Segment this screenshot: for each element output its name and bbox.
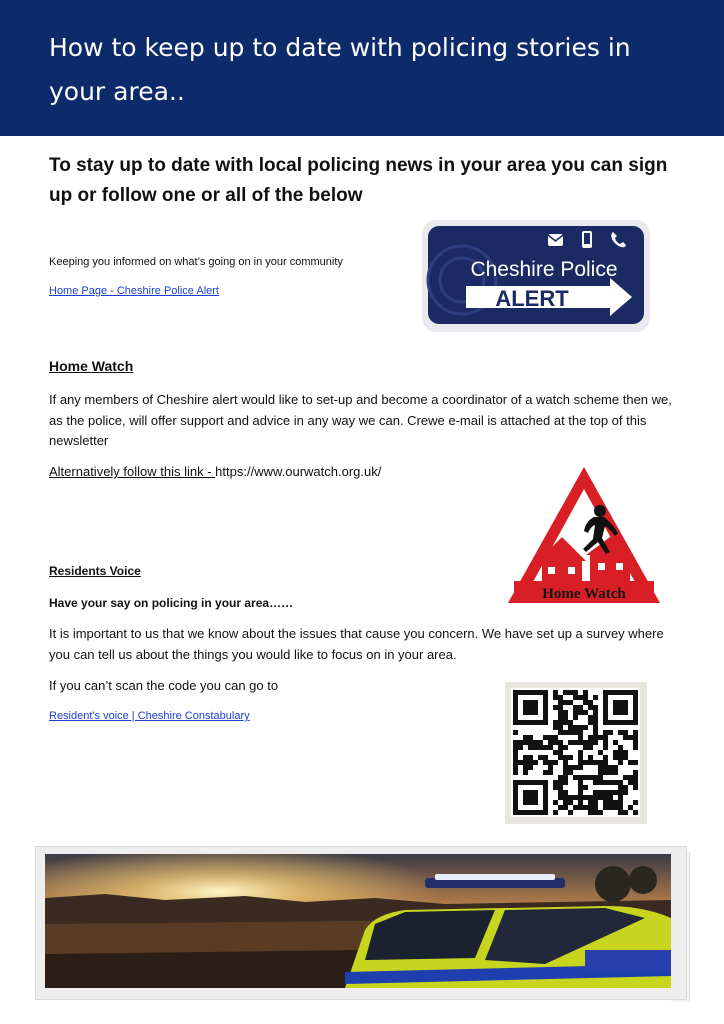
qr-module [613,805,618,810]
qr-module [588,810,593,815]
qr-module [593,810,598,815]
qr-module [618,810,623,815]
qr-module [618,785,623,790]
qr-module [573,775,578,780]
qr-module [543,755,548,760]
qr-module [623,775,628,780]
qr-module [603,795,608,800]
qr-module [588,795,593,800]
qr-module [543,770,548,775]
qr-module [603,755,608,760]
qr-module [583,795,588,800]
qr-module [558,785,563,790]
home-watch-body: If any members of Cheshire alert would like to set-up and become a coordinator of a watch scheme then we, as the police, will offer support and advice in any way we can. Crewe e-mail is attached at the top of this newsletter [49,392,672,448]
qr-module [618,780,623,785]
qr-module [563,690,568,695]
qr-module [573,740,578,745]
qr-module [513,745,518,750]
qr-module [593,725,598,730]
qr-module [538,745,543,750]
qr-module [558,715,563,720]
qr-module [608,770,613,775]
qr-module [553,720,558,725]
qr-module [563,795,568,800]
qr-module [623,790,628,795]
qr-module [533,760,538,765]
qr-module [558,755,563,760]
qr-module [633,760,638,765]
qr-module [558,705,563,710]
qr-module [518,760,523,765]
qr-module [548,770,553,775]
qr-module [528,760,533,765]
qr-module [593,735,598,740]
qr-module [568,690,573,695]
qr-module [558,780,563,785]
qr-module [543,745,548,750]
home-watch-logo-text: Home Watch [542,586,626,602]
qr-module [583,695,588,700]
qr-module [618,800,623,805]
qr-module [583,785,588,790]
qr-module [528,735,533,740]
qr-module [593,800,598,805]
residents-voice-link[interactable]: Resident's voice | Cheshire Constabulary [49,710,250,722]
qr-module [598,810,603,815]
qr-module [583,740,588,745]
qr-module [573,765,578,770]
qr-module [548,740,553,745]
qr-module [563,755,568,760]
qr-module [628,805,633,810]
qr-module [563,770,568,775]
qr-module [558,775,563,780]
qr-module [558,795,563,800]
qr-module [603,740,608,745]
qr-module [598,760,603,765]
qr-module [578,780,583,785]
qr-module [583,775,588,780]
qr-module [613,765,618,770]
qr-module [563,710,568,715]
qr-module [558,710,563,715]
follow-link-label: Alternatively follow this link - [49,464,216,479]
qr-module [513,730,518,735]
qr-module [558,695,563,700]
qr-module [568,755,573,760]
qr-module [593,720,598,725]
qr-module [513,760,518,765]
qr-module [523,755,528,760]
cheshire-alert-link[interactable]: Home Page - Cheshire Police Alert [49,285,219,297]
qr-module [633,800,638,805]
qr-module [608,805,613,810]
qr-module [568,730,573,735]
qr-module [598,775,603,780]
qr-module [578,750,583,755]
scan-instruction: If you can’t scan the code you can go to [49,678,279,693]
qr-module [558,740,563,745]
qr-module [603,790,608,795]
alert-logo-line1: Cheshire Police [470,258,618,281]
residents-voice-heading: Residents Voice [49,564,141,578]
qr-module [528,740,533,745]
qr-module [538,740,543,745]
qr-module [513,765,518,770]
qr-module [593,740,598,745]
mobile-phone-icon [582,231,592,248]
qr-module [603,730,608,735]
qr-module [518,745,523,750]
qr-module [603,770,608,775]
qr-module [623,810,628,815]
qr-module [578,795,583,800]
email-icon [548,234,563,246]
qr-module [598,750,603,755]
qr-module [568,720,573,725]
qr-module [573,795,578,800]
qr-module [583,760,588,765]
qr-module [628,775,633,780]
qr-module [568,765,573,770]
qr-module [633,775,638,780]
qr-module [628,760,633,765]
qr-module [588,740,593,745]
qr-module [603,745,608,750]
qr-module [583,690,588,695]
qr-module [553,735,558,740]
qr-module [608,790,613,795]
qr-module [593,730,598,735]
qr-module [598,780,603,785]
qr-module [618,750,623,755]
qr-module [623,730,628,735]
qr-module [608,730,613,735]
qr-module [578,790,583,795]
qr-module [578,735,583,740]
qr-module [578,730,583,735]
header-banner [0,0,724,136]
qr-module [563,805,568,810]
qr-module [548,745,553,750]
qr-module [558,700,563,705]
qr-module [593,790,598,795]
qr-module [553,800,558,805]
qr-module [573,695,578,700]
qr-module [633,810,638,815]
qr-module [588,735,593,740]
qr-module [613,780,618,785]
qr-module [583,745,588,750]
qr-module [608,780,613,785]
home-watch-heading: Home Watch [49,358,134,374]
qr-module [588,760,593,765]
qr-module [588,715,593,720]
qr-module [578,755,583,760]
residents-voice-body: It is important to us that we know about the issues that cause you concern. We have set up a survey where you can tell us about the things you would like to focus on in your area. [49,626,664,662]
qr-module [548,765,553,770]
qr-module [623,755,628,760]
qr-module [618,755,623,760]
qr-module [578,760,583,765]
qr-module [618,730,623,735]
qr-module [528,765,533,770]
qr-module [558,725,563,730]
qr-module [598,795,603,800]
page-title: How to keep up to date with policing stories in your area.. [49,33,631,106]
qr-module [613,740,618,745]
qr-module [573,730,578,735]
qr-module [563,745,568,750]
qr-module [558,720,563,725]
qr-module [588,745,593,750]
qr-module [633,780,638,785]
qr-module [613,750,618,755]
qr-module [523,765,528,770]
qr-module [563,760,568,765]
qr-module [533,745,538,750]
alert-logo-line2: ALERT [495,286,569,311]
qr-code[interactable] [505,682,647,824]
qr-module [553,740,558,745]
qr-module [553,750,558,755]
qr-module [583,805,588,810]
qr-module [588,705,593,710]
qr-module [603,765,608,770]
qr-module [513,750,518,755]
qr-module [598,735,603,740]
qr-module [573,690,578,695]
qr-module [588,755,593,760]
qr-module [578,805,583,810]
qr-module [583,725,588,730]
qr-module [603,800,608,805]
qr-module [598,765,603,770]
home-watch-logo [504,463,664,608]
qr-module [553,810,558,815]
qr-module [578,710,583,715]
qr-module [568,800,573,805]
qr-module [608,765,613,770]
qr-module [618,795,623,800]
qr-module [593,715,598,720]
qr-module [528,755,533,760]
qr-module [513,755,518,760]
qr-module [633,745,638,750]
qr-module [568,770,573,775]
qr-module [623,735,628,740]
qr-module [558,790,563,795]
qr-module [543,760,548,765]
qr-module [583,710,588,715]
qr-module [578,785,583,790]
qr-module [593,795,598,800]
intro-heading: To stay up to date with local policing news in your area you can sign up or follow one or all of the below [49,155,668,206]
qr-module [583,700,588,705]
qr-module [588,720,593,725]
qr-module [573,705,578,710]
qr-module [523,760,528,765]
qr-module [553,760,558,765]
qr-module [613,790,618,795]
qr-module [623,785,628,790]
qr-module [533,740,538,745]
qr-module [633,730,638,735]
qr-module [618,790,623,795]
qr-module [593,805,598,810]
qr-module [548,760,553,765]
qr-module [523,740,528,745]
qr-module [603,780,608,785]
qr-module [628,780,633,785]
qr-module [518,740,523,745]
qr-module [633,735,638,740]
qr-module [578,775,583,780]
qr-module [563,715,568,720]
qr-module [578,740,583,745]
qr-module [538,755,543,760]
qr-module [593,780,598,785]
qr-module [558,745,563,750]
qr-module [523,735,528,740]
qr-module [563,775,568,780]
qr-module [618,760,623,765]
qr-module [633,770,638,775]
qr-module [553,705,558,710]
qr-module [563,720,568,725]
qr-module [603,760,608,765]
qr-module [608,795,613,800]
qr-module [563,730,568,735]
qr-module [618,805,623,810]
qr-module [553,785,558,790]
ourwatch-url[interactable]: https://www.ourwatch.org.uk/ [215,464,382,479]
alert-description: Keeping you informed on what’s going on in your community [49,256,343,268]
qr-module [578,800,583,805]
qr-module [553,780,558,785]
qr-module [613,770,618,775]
qr-module [613,755,618,760]
qr-module [603,805,608,810]
qr-module [623,750,628,755]
qr-module [558,805,563,810]
qr-module [563,780,568,785]
qr-module [573,725,578,730]
qr-module [633,785,638,790]
qr-module [523,770,528,775]
qr-module [563,800,568,805]
qr-module [613,800,618,805]
cheshire-police-alert-logo[interactable] [422,220,650,332]
qr-module [618,745,623,750]
qr-module [563,790,568,795]
qr-module [553,725,558,730]
police-car-photo [45,854,671,988]
home-watch-follow [49,464,381,479]
qr-module [598,770,603,775]
qr-module [588,805,593,810]
qr-module [563,765,568,770]
qr-module [628,735,633,740]
qr-module [578,765,583,770]
qr-module [588,700,593,705]
qr-module [573,805,578,810]
qr-module [568,725,573,730]
qr-module [568,700,573,705]
qr-module [553,695,558,700]
qr-module [608,800,613,805]
qr-module [598,790,603,795]
qr-module [558,730,563,735]
qr-module [588,800,593,805]
qr-module [528,745,533,750]
qr-module [593,760,598,765]
qr-module [578,705,583,710]
qr-module [543,735,548,740]
qr-module [553,690,558,695]
qr-module [633,740,638,745]
qr-module [578,725,583,730]
qr-module [568,795,573,800]
qr-module [593,710,598,715]
qr-module [593,695,598,700]
qr-module [548,735,553,740]
qr-module [558,750,563,755]
qr-module [568,810,573,815]
qr-module [568,740,573,745]
qr-module [588,775,593,780]
qr-module [513,770,518,775]
qr-module [593,775,598,780]
qr-module [573,710,578,715]
qr-module [603,735,608,740]
qr-module [578,695,583,700]
qr-module [513,740,518,745]
qr-module [563,700,568,705]
residents-voice-subheading: Have your say on policing in your area…… [49,596,294,610]
qr-module [573,715,578,720]
qr-code-graphic [505,682,647,824]
qr-module [593,705,598,710]
